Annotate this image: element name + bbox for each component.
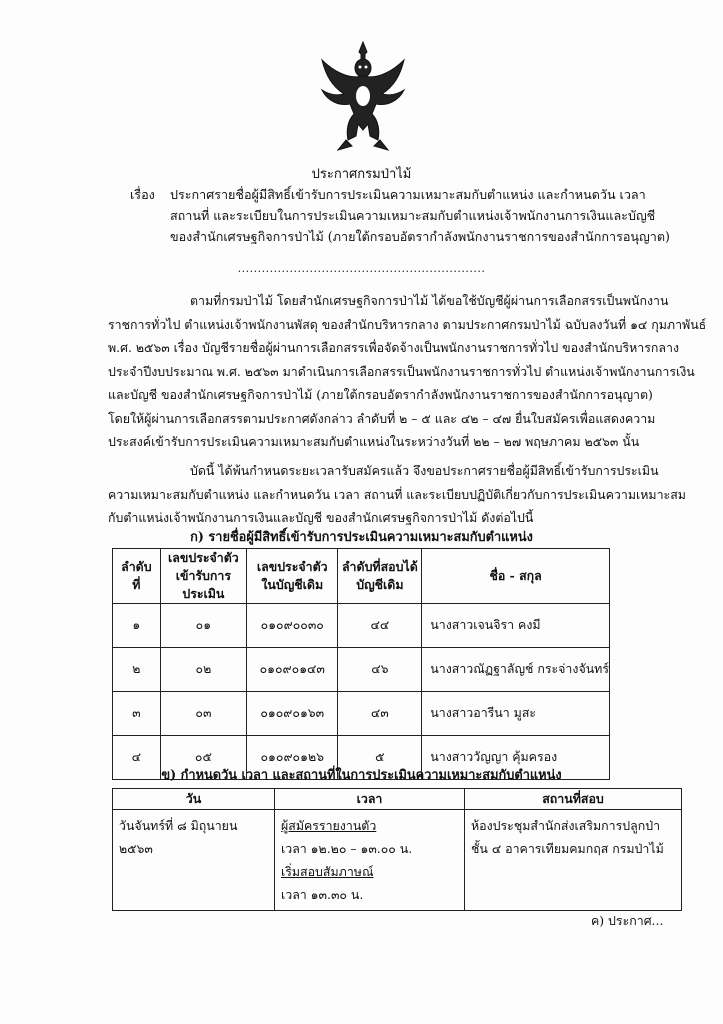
subject-line: ประกาศรายชื่อผู้มีสิทธิ์เข้ารับการประเมินความเหมาะสมกับตำแหน่ง และกำหนดวัน เวลา (170, 187, 646, 202)
time-label: เริ่มสอบสัมภาษณ์ (281, 864, 374, 879)
cell-name: นางสาววัญญา คุ้มครอง (422, 736, 610, 780)
paragraph-line: กับตำแหน่งเจ้าพนักงานการเงินและบัญชี ของสำนักเศรษฐกิจการป่าไม้ ดังต่อไปนี้ (108, 510, 534, 525)
paragraph-line: บัดนี้ ได้พ้นกำหนดระยะเวลารับสมัครแล้ว จึงขอประกาศรายชื่อผู้มีสิทธิ์เข้ารับการประเมิน (190, 463, 659, 478)
paragraph-line: ประจำปีงบประมาณ พ.ศ. ๒๕๖๓ มาดำเนินการเลือกสรรเป็นพนักงานราชการทั่วไป ตำแหน่งเจ้าพนักงานการเงิน (108, 363, 695, 379)
header-cell: เวลา (275, 789, 465, 810)
cell-assess-id: ๐๑ (160, 604, 246, 648)
schedule-table (112, 788, 682, 911)
cell-old-id: ๐๑๐๙๐๑๒๖ (247, 736, 338, 780)
cell-name: นางสาวเจนจิรา คงมี (422, 604, 610, 648)
subject-line: ของสำนักเศรษฐกิจการป่าไม้ (ภายใต้กรอบอัตรากำลังพนักงานราชการของสำนักการอนุญาต) (170, 229, 670, 244)
paragraph-line: พ.ศ. ๒๕๖๓ เรื่อง บัญชีรายชื่อผู้ผ่านการเลือกสรรเพื่อจัดจ้างเป็นพนักงานราชการทั่วไป ของสำนักบริหารกลาง (108, 340, 680, 355)
header-cell: วัน (113, 789, 275, 810)
cell-order: ๔ (113, 736, 161, 780)
header-cell: ลำดับที่สอบได้ บัญชีเดิม (338, 549, 422, 604)
table-row (113, 692, 610, 736)
cell-old-rank: ๔๔ (338, 604, 422, 648)
paragraph-line: และบัญชี ของสำนักเศรษฐกิจการป่าไม้ (ภายใต้กรอบอัตรากำลังพนักงานราชการของสำนักการอนุญาต) (108, 387, 653, 402)
paragraph-line: ประสงค์เข้ารับการประเมินความเหมาะสมกับตำแหน่งในระหว่างวันที่ ๒๒ – ๒๗ พฤษภาคม ๒๕๖๓ นั้น (108, 434, 640, 449)
cell-time (275, 810, 465, 911)
section-a-title: ก) รายชื่อผู้มีสิทธิ์เข้ารับการประเมินความเหมาะสมกับตำแหน่ง (190, 530, 533, 545)
table-header-row (113, 549, 610, 604)
paragraph-line: ตามที่กรมป่าไม้ โดยสำนักเศรษฐกิจการป่าไม้ ได้ขอใช้บัญชีผู้ผ่านการเลือกสรรเป็นพนักงาน (190, 293, 669, 308)
table-header-row (113, 789, 682, 810)
cell-assess-id: ๐๕ (160, 736, 246, 780)
garuda-emblem-icon (318, 40, 408, 152)
place-line: ห้องประชุมสำนักส่งเสริมการปลูกป่า (471, 818, 661, 833)
paragraph-line: ราชการทั่วไป ตำแหน่งเจ้าพนักงานพัสดุ ของสำนักบริหารกลาง ตามประกาศกรมป่าไม้ ฉบับลงวันที่ ๑๔ กุมภาพันธ์ (108, 316, 707, 332)
cell-old-rank: ๔๓ (338, 692, 422, 736)
paragraph-line: ความเหมาะสมกับตำแหน่ง และกำหนดวัน เวลา สถานที่ และระเบียบปฏิบัติเกี่ยวกับการประเมินความเหมาะสม (108, 486, 686, 502)
candidates-table (112, 548, 610, 780)
header-cell: เลขประจำตัว ในบัญชีเดิม (247, 549, 338, 604)
table-row (113, 648, 610, 692)
divider-dots: .............................................................. (237, 262, 486, 275)
section-b-title: ข) กำหนดวัน เวลา และสถานที่ในการประเมินความเหมาะสมกับตำแหน่ง (161, 768, 562, 783)
table-row (113, 604, 610, 648)
cell-order: ๓ (113, 692, 161, 736)
cell-old-id: ๐๑๐๙๐๑๖๓ (247, 692, 338, 736)
cell-old-rank: ๔๖ (338, 648, 422, 692)
cell-order: ๑ (113, 604, 161, 648)
paragraph-2 (108, 459, 686, 530)
paragraph-1 (108, 289, 707, 454)
cell-name: นางสาวอารีนา มูสะ (422, 692, 610, 736)
table-row (113, 810, 682, 911)
cell-old-rank: ๕ (338, 736, 422, 780)
continued-note: ค) ประกาศ... (591, 913, 664, 928)
document-title: ประกาศกรมป่าไม้ (311, 167, 412, 182)
cell-place (465, 810, 682, 911)
cell-assess-id: ๐๒ (160, 648, 246, 692)
cell-name: นางสาวณัฏฐาลัญช์ กระจ่างจันทร์ (422, 648, 610, 692)
subject-line: สถานที่ และระเบียบในการประเมินความเหมาะสมกับตำแหน่งเจ้าพนักงานการเงินและบัญชี (170, 208, 656, 223)
paragraph-line: โดยให้ผู้ผ่านการเลือกสรรตามประกาศดังกล่าว ลำดับที่ ๒ – ๕ และ ๔๒ – ๔๗ ยื่นใบสมัครเพื่อแสดงความ (108, 410, 656, 426)
header-cell: เลขประจำตัว เข้ารับการประเมิน (160, 549, 246, 604)
time-value: เวลา ๑๒.๒๐ – ๑๓.๐๐ น. (281, 841, 413, 856)
subject-label: เรื่อง (130, 187, 155, 202)
header-cell: สถานที่สอบ (465, 789, 682, 810)
place-line: ชั้น ๔ อาคารเทียมคมกฤส กรมป่าไม้ (471, 841, 664, 856)
cell-day: วันจันทร์ที่ ๘ มิถุนายน ๒๕๖๓ (113, 810, 275, 911)
time-label: ผู้สมัครรายงานตัว (281, 818, 377, 833)
cell-order: ๒ (113, 648, 161, 692)
header-cell: ชื่อ - สกุล (422, 549, 610, 604)
cell-old-id: ๐๑๐๙๐๑๔๓ (247, 648, 338, 692)
header-cell: ลำดับ ที่ (113, 549, 161, 604)
cell-old-id: ๐๑๐๙๐๐๓๐ (247, 604, 338, 648)
cell-assess-id: ๐๓ (160, 692, 246, 736)
time-value: เวลา ๑๓.๓๐ น. (281, 887, 364, 902)
